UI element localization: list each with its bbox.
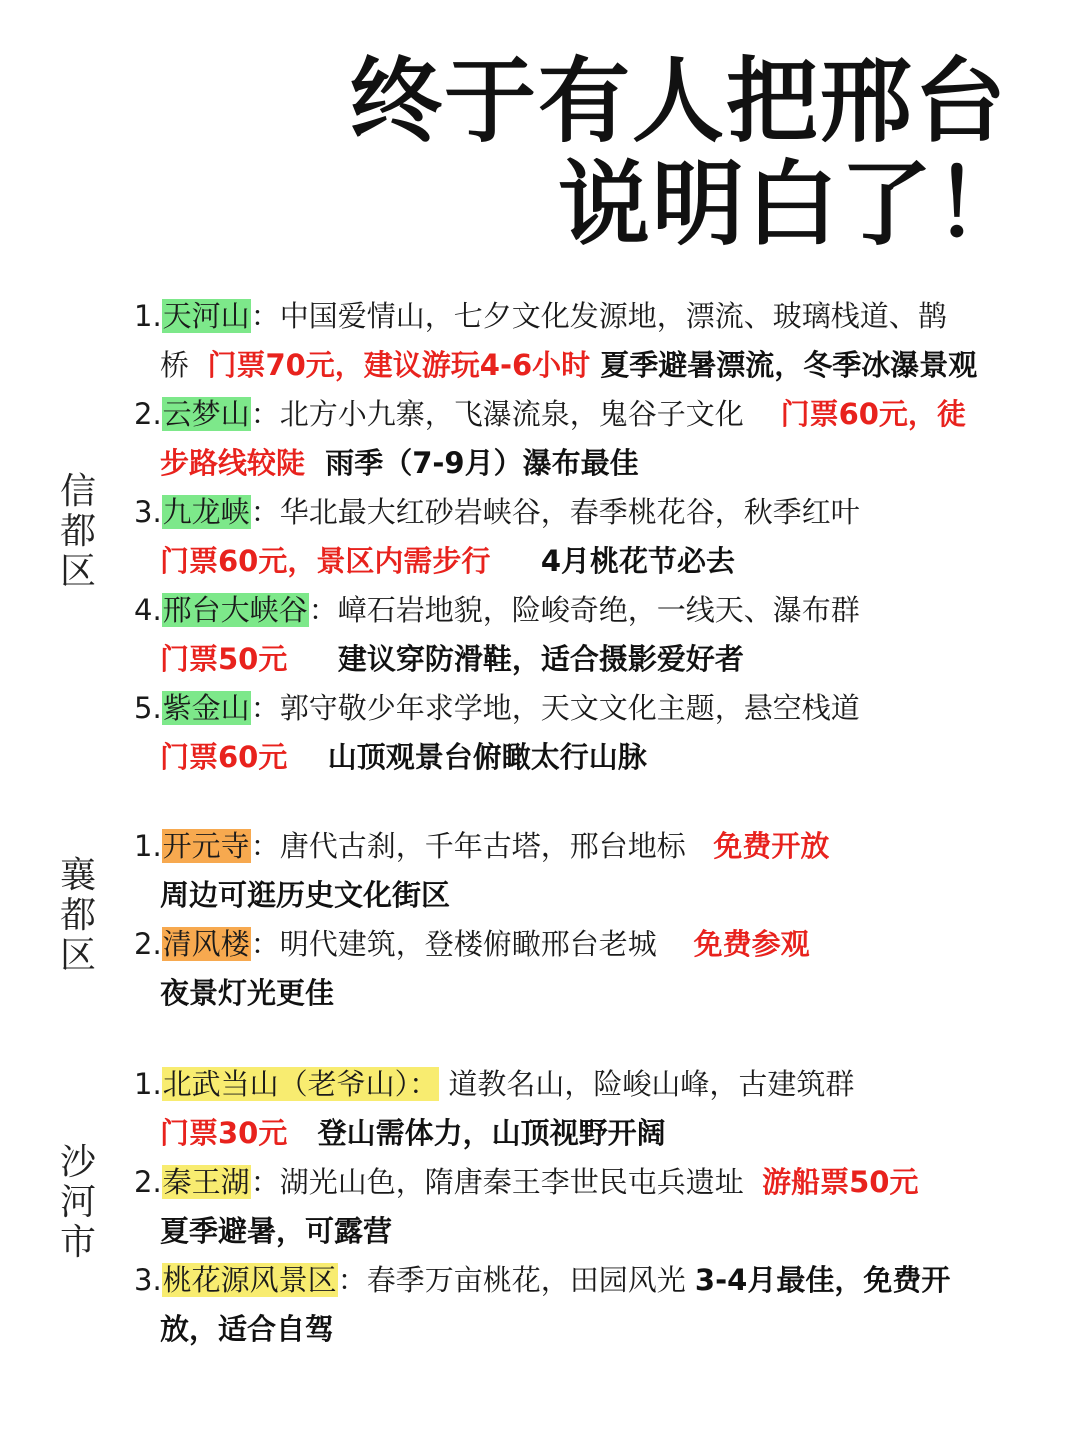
attraction-item-continued	[160, 969, 334, 1018]
attraction-item	[134, 822, 829, 871]
district-label: 沙河市	[59, 1142, 96, 1263]
attraction-item	[134, 684, 860, 733]
ticket-info: 游船票50元	[762, 1165, 919, 1199]
attraction-item	[134, 1158, 918, 1207]
tip-text: 山顶观景台俯瞰太行山脉	[287, 740, 647, 774]
item-number: 1.	[134, 829, 162, 863]
item-number: 2.	[134, 397, 162, 431]
description-text: 道教名山，险峻山峰，古建筑群	[439, 1067, 855, 1101]
attraction-item-continued	[160, 871, 450, 920]
attraction-name: 北武当山（老爷山）：	[162, 1067, 439, 1101]
item-number: 1.	[134, 1067, 162, 1101]
attraction-item-continued	[160, 1207, 392, 1256]
attraction-name: 紫金山	[162, 691, 250, 725]
tip-text: 登山需体力，山顶视野开阔	[287, 1116, 666, 1150]
description-text: 桥	[160, 348, 208, 382]
tip-text: 夏季避暑，可露营	[160, 1214, 393, 1248]
attraction-name: 秦王湖	[162, 1165, 250, 1199]
attraction-item	[134, 920, 810, 969]
attraction-name: 桃花源风景区	[162, 1263, 337, 1297]
attraction-name: 清风楼	[162, 927, 250, 961]
tip-text: 夏季避暑漂流，冬季冰瀑景观	[590, 348, 978, 382]
attraction-item-continued	[160, 537, 735, 586]
description-text: ：明代建筑，登楼俯瞰邢台老城	[250, 927, 694, 961]
tip-text: 4月桃花节必去	[490, 544, 736, 578]
ticket-info: 门票60元	[160, 740, 288, 774]
attraction-item-continued	[160, 1305, 334, 1354]
attraction-item-continued	[160, 1109, 666, 1158]
item-number: 3.	[134, 1263, 162, 1297]
attraction-item-continued	[160, 439, 639, 488]
tip-text: 3-4月最佳，免费开	[694, 1263, 951, 1297]
tip-text: 雨季（7-9月）瀑布最佳	[305, 446, 639, 480]
ticket-info: 门票30元	[160, 1116, 288, 1150]
attraction-name: 开元寺	[162, 829, 250, 863]
district-label: 襄都区	[59, 855, 96, 976]
attraction-item-continued	[160, 341, 977, 390]
attraction-item	[134, 390, 966, 439]
item-number: 5.	[134, 691, 162, 725]
item-number: 1.	[134, 299, 162, 333]
item-number: 3.	[134, 495, 162, 529]
attraction-item	[134, 1256, 950, 1305]
description-text: ：北方小九寨，飞瀑流泉，鬼谷子文化	[250, 397, 781, 431]
description-text: ：中国爱情山，七夕文化发源地，漂流、玻璃栈道、鹊	[250, 299, 947, 333]
attraction-item-continued	[160, 733, 647, 782]
description-text: ：华北最大红砂岩峡谷，春季桃花谷，秋季红叶	[250, 495, 860, 529]
page-title-line-1: 终于有人把邢台	[350, 48, 1009, 155]
ticket-info: 步路线较陡	[160, 446, 306, 480]
item-number: 2.	[134, 1165, 162, 1199]
attraction-item	[134, 292, 947, 341]
item-number: 2.	[134, 927, 162, 961]
item-number: 4.	[134, 593, 162, 627]
ticket-info: 免费参观	[693, 927, 810, 961]
attraction-item	[134, 488, 860, 537]
tip-text: 周边可逛历史文化街区	[160, 878, 451, 912]
district-label: 信都区	[59, 471, 96, 592]
ticket-info: 门票50元	[160, 642, 288, 676]
description-text: ：嶂石岩地貌，险峻奇绝，一线天、瀑布群	[308, 593, 860, 627]
attraction-name: 九龙峡	[162, 495, 250, 529]
tip-text: 建议穿防滑鞋，适合摄影爱好者	[287, 642, 744, 676]
description-text: ：春季万亩桃花，田园风光	[337, 1263, 695, 1297]
attraction-name: 云梦山	[162, 397, 250, 431]
attraction-item	[134, 586, 860, 635]
attraction-name: 邢台大峡谷	[162, 593, 308, 627]
ticket-info: 免费开放	[713, 829, 830, 863]
description-text: ：湖光山色，隋唐秦王李世民屯兵遗址	[250, 1165, 763, 1199]
attraction-item	[134, 1060, 854, 1109]
tip-text: 夜景灯光更佳	[160, 976, 335, 1010]
description-text: ：郭守敬少年求学地，天文文化主题，悬空栈道	[250, 691, 860, 725]
ticket-info: 门票60元，景区内需步行	[160, 544, 491, 578]
page-title-line-2: 说明白了！	[558, 151, 1029, 258]
tip-text: 放，适合自驾	[160, 1312, 335, 1346]
description-text: ：唐代古刹，千年古塔，邢台地标	[250, 829, 714, 863]
ticket-info: 门票70元，建议游玩4-6小时	[207, 348, 591, 382]
ticket-info: 门票60元，徒	[780, 397, 966, 431]
attraction-name: 天河山	[162, 299, 250, 333]
attraction-item-continued	[160, 635, 744, 684]
